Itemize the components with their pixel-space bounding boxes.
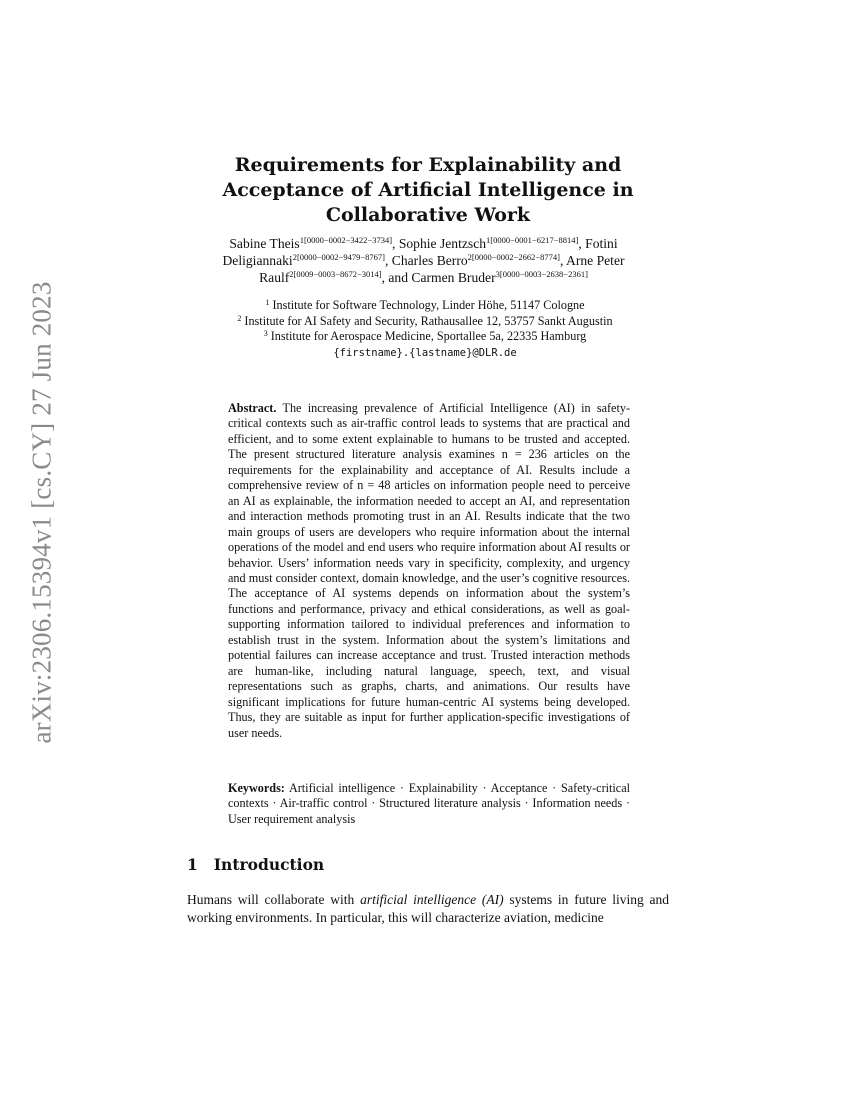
email-address: {firstname}.{lastname}@DLR.de — [333, 346, 517, 359]
author-name: Sabine Theis — [229, 236, 300, 251]
author-orcid: 1[0000−0001−6217−8814] — [486, 235, 579, 245]
author-orcid: 2[0000−0002−2662−8774] — [467, 252, 560, 262]
section-number: 1 — [187, 855, 198, 874]
emphasized-term: artificial intelligence (AI) — [360, 892, 504, 907]
author-name: Carmen Bruder — [411, 270, 496, 285]
email-line — [187, 345, 663, 362]
author-orcid: 1[0000−0002−3422−3734] — [299, 235, 393, 245]
keywords — [228, 781, 630, 827]
arxiv-identifier-stamp — [24, 272, 60, 752]
affiliation-line — [187, 298, 663, 314]
affiliations — [187, 298, 663, 361]
intro-paragraph: Humans will collaborate with artificial intelligence (AI) systems in future living and working environments. In particular, this will characterize aviation, medicine — [187, 892, 669, 925]
abstract — [228, 401, 630, 741]
paper-title: Requirements for Explainability and Acceptance of Artificial Intelligence in Collaborative Work — [222, 154, 634, 226]
author-name: Charles Berro — [391, 253, 468, 268]
affiliation-number: 2 — [237, 313, 242, 323]
affiliation-number: 1 — [265, 298, 270, 307]
affiliation-line — [187, 314, 663, 330]
author-orcid: 2[0009−0003−8672−3014] — [289, 269, 382, 279]
author-orcid: 3[0000−0003−2638−2361] — [495, 269, 588, 279]
abstract-text: The increasing prevalence of Artificial Intelligence (AI) in safety-critical contexts such as air-traffic control leads to systems that are practical and efficient, and to some extent explainable to humans to be trusted and accepted. The present structured literature analysis examines n = 236 articles on the requirements for the explainability and acceptance of AI. Results include a comprehensive review of n = 48 articles on information people need to perceive an AI as explainable, the information needed to accept an AI, and representation and interaction methods promoting trust in an AI. Results indicate that the two main groups of users are developers who require information about the internal operations of the model and end users who require information about AI results or behavior. Users’ information needs vary in specificity, complexity, and urgency and must consider context, domain knowledge, and the user’s cognitive resources. The acceptance of AI systems depends on information about the system’s functions and performance, privacy and ethical considerations, as well as goal-supporting information tailored to individual preferences and information to establish trust in the system. Information about the system’s limitations and potential failures can increase acceptance and trust. Trusted interaction methods are human-like, including natural language, speech, text, and visual representations such as graphs, charts, and animations. Our results have significant implications for future human-centric AI systems being developed. Thus, they are suitable as input for further application-specific investigations of user needs. — [228, 401, 631, 740]
keywords-text: Artificial intelligence · Explainability · Acceptance · Safety-critical contexts · Air-traffic control · Structured literature analysis · Information needs · User requirement analysis — [228, 781, 630, 826]
affiliation-text: Institute for Aerospace Medicine, Sportallee 5a, 22335 Hamburg — [270, 329, 587, 343]
affiliation-number: 3 — [263, 329, 268, 338]
affiliation-text: Institute for AI Safety and Security, Rathausallee 12, 53757 Sankt Augustin — [244, 313, 613, 328]
author-name: Fotini Deligiannaki — [222, 236, 618, 268]
keywords-label: Keywords: — [228, 781, 285, 795]
section-title: Introduction — [213, 855, 325, 874]
affiliation-line — [187, 329, 663, 345]
author-list: Sabine Theis$^{1[0000-0002-3422-3734]}$, Sophie Jentzsch$^{1[0000-0001-6217-8814]}$, Fotini Deligiannaki$^{2[0000-0002-9479-8767]}$, Charles Berro$^{2[0000-0002-2662-8774]}$, Arne Peter Raulf$^{2[0009-0003-8672-3014]}$, and Carmen Bruder$^{3[0000-0003-2638-2361]}$ — [222, 235, 625, 285]
author-orcid: 2[0000−0002−9479−8767] — [292, 252, 385, 262]
abstract-label: Abstract. — [228, 401, 277, 415]
author-name: Sophie Jentzsch — [398, 236, 487, 251]
section-heading — [187, 855, 324, 874]
arxiv-identifier-text: arXiv:2306.15394v1 [cs.CY] 27 Jun 2023 — [26, 280, 57, 744]
author-name: Arne Peter Raulf — [259, 253, 625, 285]
affiliation-text: Institute for Software Technology, Linder Höhe, 51147 Cologne — [272, 298, 585, 312]
